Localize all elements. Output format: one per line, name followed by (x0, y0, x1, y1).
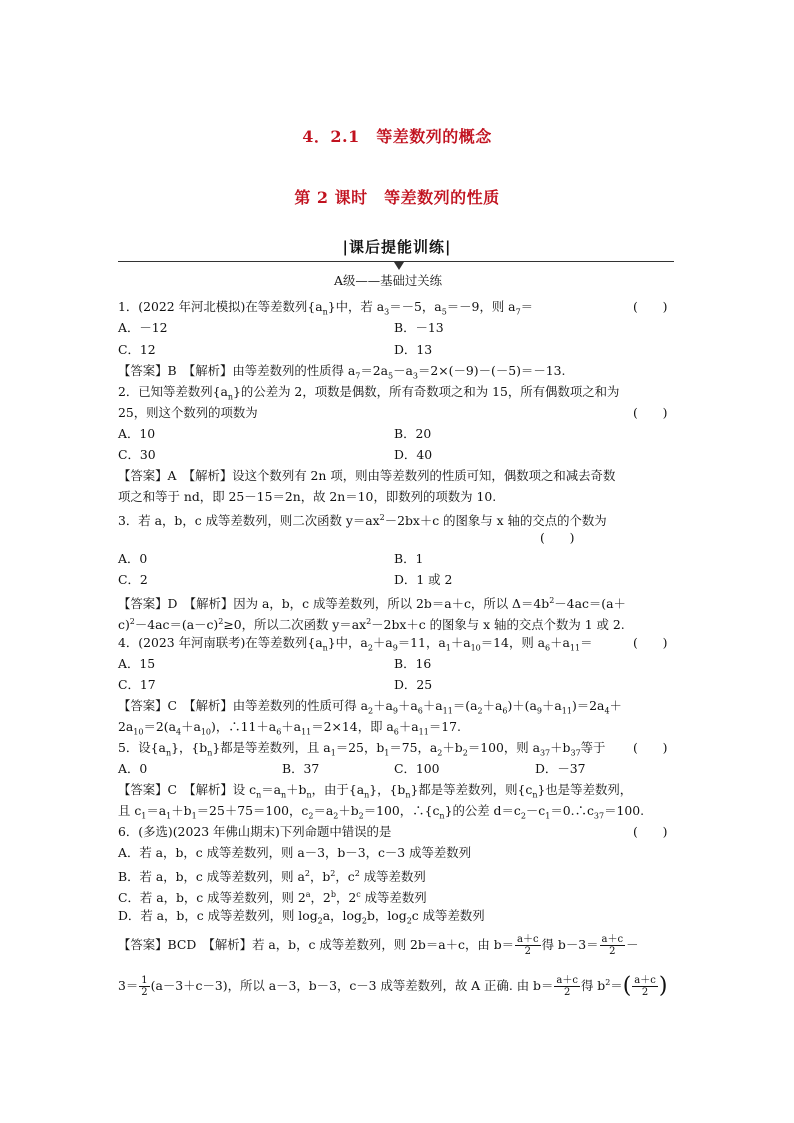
q3-answer-line1: 【答案】D 【解析】因为 a，b，c 成等差数列，所以 2b＝a＋c，所以 $\Delta=4b^2-4ac=(a+$ (118, 596, 626, 612)
q6-option-b: B．若 a，b，c 成等差数列，则 $a^2$，$b^2$，$c^2$ 成等差数列 (118, 869, 426, 885)
q1-answer-paren: ( ) (633, 299, 668, 314)
q4-answer-line1: 【答案】C 【解析】由等差数列的性质可得 $a_2+a_9+a_6+a_{11}=(a_2+a_6)+(a_9+a_{11})=2a_4+$ (118, 698, 622, 716)
q6-stem: 6．(多选)(2023 年佛山期末)下列命题中错误的是 (118, 824, 392, 839)
q3-option-a: A．0 (118, 551, 148, 566)
section-banner: |课后提能训练| (342, 238, 452, 256)
q4-option-d: D．25 (394, 677, 433, 692)
banner-triangle-icon (394, 262, 404, 270)
q2-stem-line1: 2．已知等差数列$\{a_n\}$的公差为 2，项数是偶数，所有奇数项之和为 15，所有偶数项之和为 (118, 384, 620, 402)
q1-stem: 1．(2022 年河北模拟)在等差数列$\{a_n\}$中，若 $a_3=-5$，$a_5=-9$，则 $a_7=$ (118, 299, 534, 317)
level-heading: A级——基础过关练 (334, 273, 443, 288)
q2-option-d: D．40 (394, 447, 433, 462)
q1-option-b: B．－13 (394, 320, 444, 335)
q2-option-a: A．10 (118, 426, 156, 441)
q4-answer-line2: $2a_{10}=2(a_4+a_{10})$，$\therefore 11+a_6+a_{11}=2\times 14$，即 $a_6+a_{11}=17$. (118, 719, 461, 737)
q2-answer-line2: 项之和等于 nd，即 25－15＝2n，故 2n＝10，即数列的项数为 10. (118, 489, 497, 504)
q5-answer-line2: 且 $c_1=a_1+b_1=25+75=100$，$c_2=a_2+b_2=100$，$\therefore\{c_n\}$的公差 $d=c_2-c_1=0.\therefore c_{37}=100$. (118, 803, 645, 821)
q1-option-c: C．12 (118, 342, 156, 357)
q6-option-c: C．若 a，b，c 成等差数列，则 2$^a$，2$^b$，2$^c$ 成等差数列 (118, 890, 427, 906)
q3-option-b: B．1 (394, 551, 424, 566)
q4-option-c: C．17 (118, 677, 156, 692)
q5-option-c: C．100 (394, 761, 440, 776)
lesson-subtitle: 第 2 课时 等差数列的性质 (294, 188, 500, 207)
q6-answer-paren: ( ) (633, 824, 668, 839)
q1-option-a: A．－12 (118, 320, 168, 335)
q1-option-d: D．13 (394, 342, 433, 357)
q5-stem: 5．设$\{a_n\}$，$\{b_n\}$都是等差数列，且 $a_1=25$，$b_1=75$，$a_2+b_2=100$，则 $a_{37}+b_{37}$等于 (118, 740, 606, 758)
q4-option-a: A．15 (118, 656, 156, 671)
q6-option-a: A．若 a，b，c 成等差数列，则 a－3，b－3，c－3 成等差数列 (118, 845, 472, 860)
q3-answer-paren: ( ) (540, 530, 575, 545)
q2-option-c: C．30 (118, 447, 156, 462)
q6-answer-line2: 3＝ $\frac{1}{2}$ (a－3＋c－3)，所以 a－3，b－3，c－3 成等差数列，故 A 正确. 由 b＝ $\frac{a+c}{2}$ 得 $b^2=$( $\frac{a+c}{2}$ ) (118, 973, 668, 999)
q5-answer-line1: 【答案】C 【解析】设 $c_n=a_n+b_n$，由于$\{a_n\}$，$\{b_n\}$都是等差数列，则$\{c_n\}$也是等差数列， (118, 782, 633, 800)
q3-stem: 3．若 a，b，c 成等差数列，则二次函数 $y=ax^2-2bx+c$ 的图象与 x 轴的交点的个数为 (118, 513, 607, 529)
page-title: 4．2.1 等差数列的概念 (302, 127, 492, 146)
q5-option-d: D．－37 (535, 761, 586, 776)
q4-stem: 4．(2023 年河南联考)在等差数列$\{a_n\}$中，$a_2+a_9=11$，$a_1+a_{10}=14$，则 $a_6+a_{11}=$ (118, 635, 593, 653)
q4-answer-paren: ( ) (633, 635, 668, 650)
q1-answer: 【答案】B 【解析】由等差数列的性质得 $a_7=2a_5-a_3=2\times(-9)-(-5)=-13$. (118, 363, 566, 381)
q5-option-b: B．37 (282, 761, 320, 776)
q3-option-c: C．2 (118, 572, 148, 587)
q2-answer-line1: 【答案】A 【解析】设这个数列有 2n 项，则由等差数列的性质可知，偶数项之和减去奇数 (118, 468, 616, 483)
q6-answer-line1: 【答案】BCD 【解析】若 a，b，c 成等差数列，则 2b＝a＋c，由 b＝ $\frac{a+c}{2}$ 得 b－3＝ $\frac{a+c}{2}$ － (118, 934, 639, 957)
q2-answer-paren: ( ) (633, 405, 668, 420)
q3-answer-line2: $c)^2-4ac=(a-c)^2\ge 0$，所以二次函数 $y=ax^2-2bx+c$ 的图象与 x 轴的交点个数为 1 或 2. (118, 617, 625, 633)
q5-answer-paren: ( ) (633, 740, 668, 755)
q6-option-d: D．若 a，b，c 成等差数列，则 $\log_2a$，$\log_2b$，$\log_2c$ 成等差数列 (118, 908, 485, 926)
q5-option-a: A．0 (118, 761, 148, 776)
q2-option-b: B．20 (394, 426, 432, 441)
q4-option-b: B．16 (394, 656, 432, 671)
q3-option-d: D．1 或 2 (394, 572, 453, 587)
q2-stem-line2: 25，则这个数列的项数为 (118, 405, 258, 420)
